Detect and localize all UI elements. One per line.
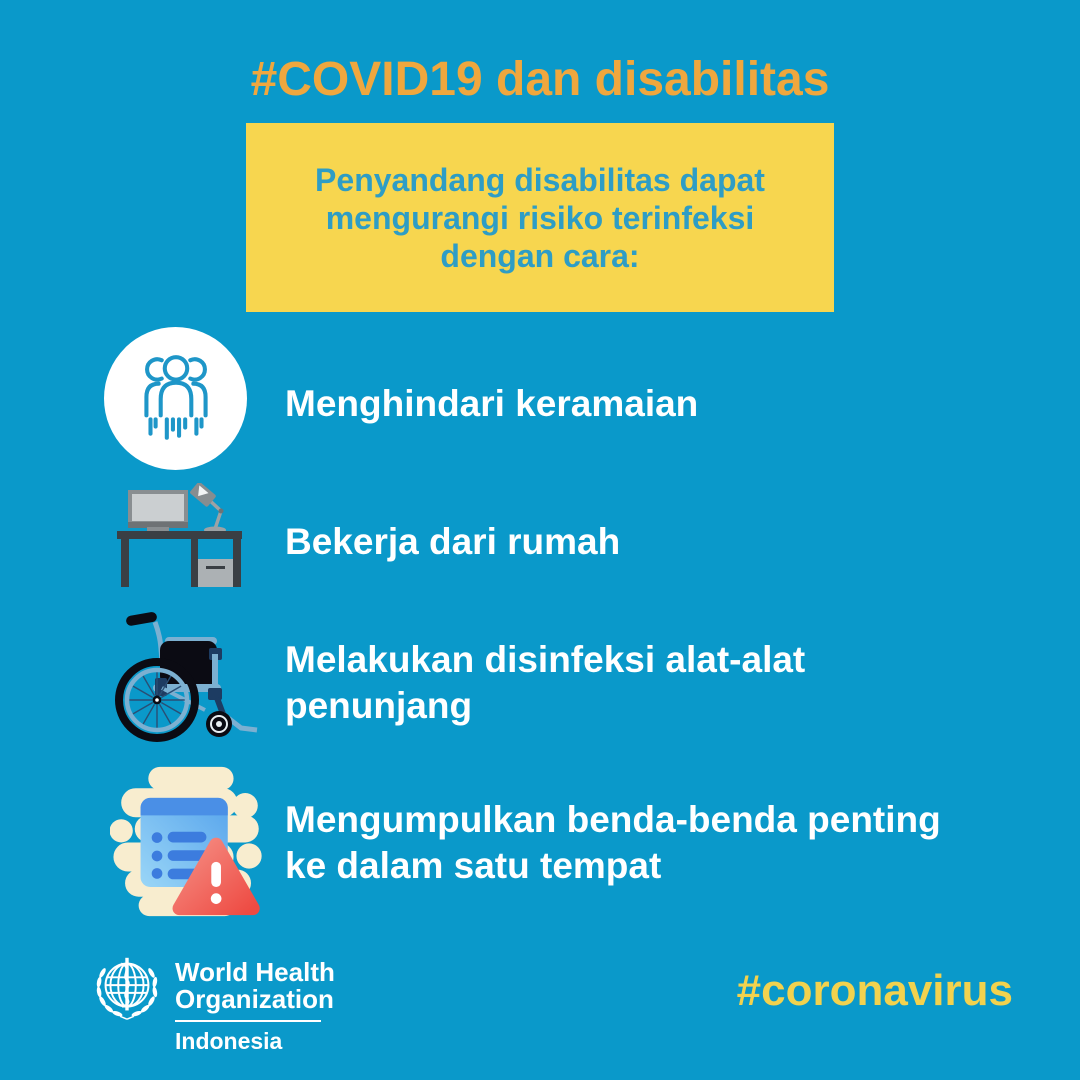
who-country-label: Indonesia [175,1028,283,1054]
desk-icon [112,483,247,595]
item-line: penunjang [285,685,473,726]
item-line: ke dalam satu tempat [285,845,662,886]
item-text-work-from-home [285,519,620,565]
important-items-icon [110,763,268,918]
item-text-disinfect-aids [285,637,805,729]
who-name-line: Organization [175,984,334,1014]
who-logo [88,948,335,1055]
who-name-line: World Health [175,957,335,987]
coronavirus-hashtag: #coronavirus [736,966,1013,1015]
item-text-avoid-crowds [285,381,698,427]
intro-line: Penyandang disabilitas dapat [315,161,765,198]
who-divider [175,1020,321,1022]
item-line: Menghindari keramaian [285,383,699,424]
crowd-icon [104,327,247,470]
intro-line: mengurangi risiko terinfeksi [325,199,755,236]
item-line: Mengumpulkan benda-benda penting [285,799,941,840]
item-line: Melakukan disinfeksi alat-alat [285,639,806,680]
wheelchair-icon [105,608,265,748]
who-emblem-icon [88,948,166,1055]
page-title: #COVID19 dan disabilitas [250,53,830,106]
item-text-gather-essentials [285,797,941,889]
who-logo-text [175,948,335,1055]
item-line: Bekerja dari rumah [285,521,621,562]
intro-highlight-box [246,123,834,312]
intro-line: dengan cara: [440,237,640,274]
